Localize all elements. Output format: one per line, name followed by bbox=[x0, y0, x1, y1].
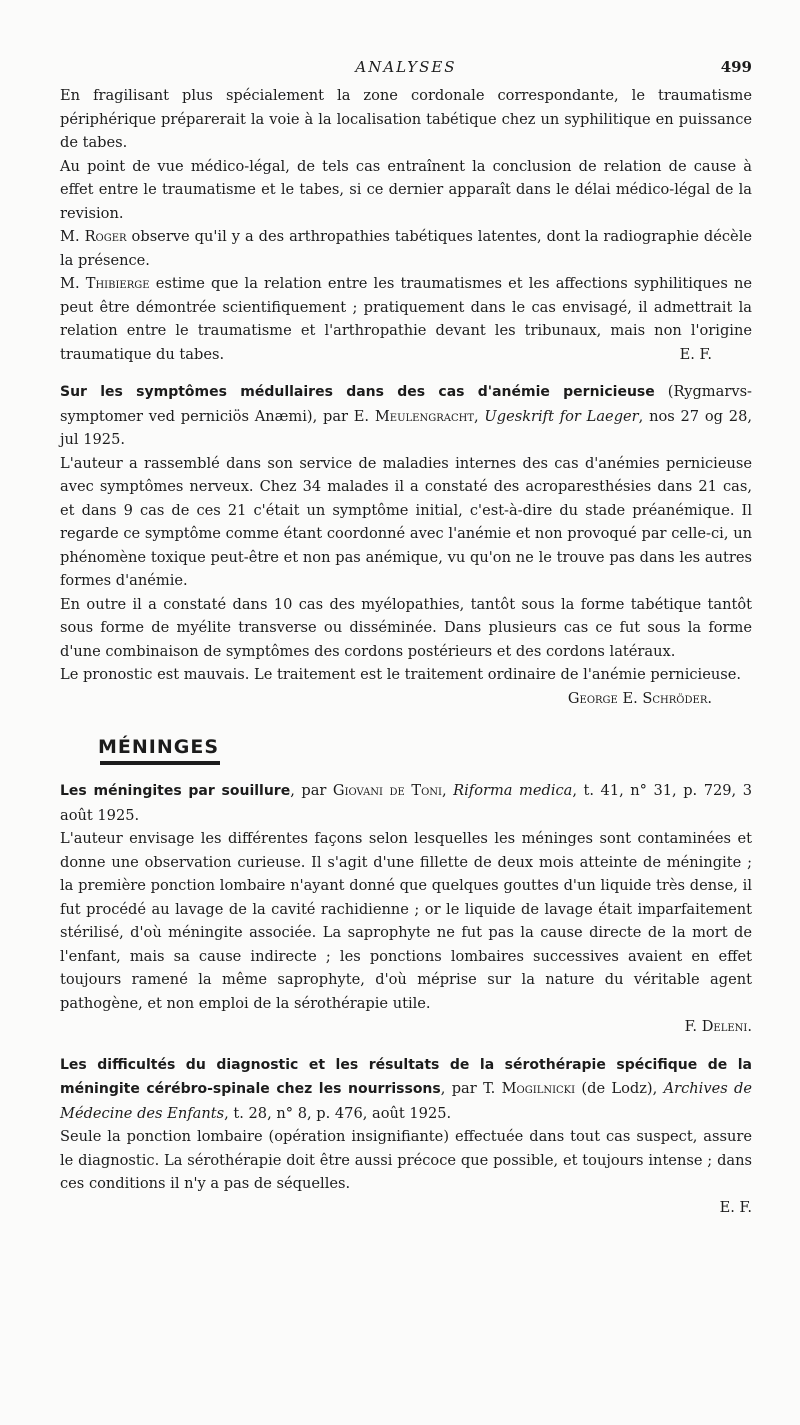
continued-article bbox=[60, 84, 752, 366]
paragraph-text: Le pronostic est mauvais. Le traitement est le traitement ordinaire de l'anémie pernicieuse. bbox=[60, 666, 742, 683]
page-number: 499 bbox=[720, 58, 752, 76]
article-author: E. Meulengracht bbox=[353, 407, 474, 425]
article-author: T. Mogilnicki bbox=[483, 1080, 576, 1097]
section-title: MÉNINGES bbox=[98, 736, 220, 758]
paragraph: En outre il a constaté dans 10 cas des myélopathies, tantôt sous la forme tabétique tantôt sous forme de myélite transverse ou disséminée. Dans plusieurs cas ce fut sous la forme d'une combinaison de symptômes des cordons postérieurs et des cordons latéraux. bbox=[60, 595, 752, 660]
article-title: Les difficultés du diagnostic et les résultats de la sérothérapie spécifique de la méningite cérébro-spinale chez les nourrissons bbox=[60, 1056, 752, 1097]
article-subtitle: (Rygmarvs-symptomer ved perniciös Anæmi), par bbox=[60, 383, 752, 425]
paragraph bbox=[60, 225, 752, 272]
paragraph: L'auteur a rassemblé dans son service de maladies internes des cas d'anémies pernicieuse avec symptômes nerveux. Chez 34 malades il a constaté des acroparesthésies dans 21 cas, et dans 9 cas de ces 21 c'était un symptôme initial, c'est-à-dire du stade préanémique. Il regarde ce symptôme comme étant coordonné avec l'anémie et non provoqué par celle-ci, un phénomène toxique peut-être et non pas anémique, vu qu'on ne le trouve pas dans les autres formes d'anémie. bbox=[60, 454, 752, 589]
article-nourrissons bbox=[60, 1053, 752, 1220]
speaker-name: M. Thibierge bbox=[60, 275, 150, 292]
article-author: Giovani de Toni bbox=[332, 782, 442, 799]
paragraph: Seule la ponction lombaire (opération insignifiante) effectuée dans tout cas suspect, assure le diagnostic. La sérothérapie doit être aussi précoce que possible, et toujours intense ; dans ces conditions il n'y a pas de séquelles. bbox=[60, 1128, 752, 1192]
paragraph: L'auteur envisage les différentes façons selon lesquelles les méninges sont contaminées et donne une observation curieuse. Il s'agit d'une fillette de deux mois atteinte de méningite ; la première ponction lombaire n'ayant donné que quelques gouttes d'un liquide très dense, il fut procédé au lavage de la cavité rachidienne ; or le liquide de lavage était imparfaitement stérilisé, d'où méningite associée. La saprophyte ne fut pas la cause directe de la mort de l'enfant, mais sa cause indirecte ; les ponctions lombaires successives avaient en effet toujours ramené la même saprophyte, d'où méprise sur la nature du véritable agent pathogène, et non emploi de la sérothérapie utile. bbox=[60, 830, 752, 1012]
article-title: Sur les symptômes médullaires dans des cas d'anémie pernicieuse bbox=[60, 384, 655, 400]
article-title: Les méningites par souillure bbox=[60, 783, 291, 799]
article-heading: Sur les symptômes médullaires dans des cas d'anémie pernicieuse (Rygmarvs-symptomer ved perniciös Anæmi), par E. Meulengracht, Ugeskrift for Laeger, nos 27 og 28, jul 1925. bbox=[60, 383, 752, 448]
section-underline bbox=[100, 761, 220, 765]
article-anemie bbox=[60, 380, 752, 710]
author-signature: F. Deleni. bbox=[684, 1018, 752, 1035]
journal-name: Riforma medica bbox=[453, 782, 573, 799]
reference: , t. 41, n° 31, p. 729, 3 août 1925. bbox=[60, 782, 752, 824]
author-signature: E. F. bbox=[719, 1198, 752, 1216]
reference: , nos 27 og 28, jul 1925. bbox=[60, 407, 752, 448]
paragraph-text: observe qu'il y a des arthropathies tabétiques latentes, dont la radiographie décèle la présence. bbox=[60, 228, 752, 269]
paragraph: Au point de vue médico-légal, de tels cas entraînent la conclusion de relation de cause à effet entre le traumatisme et le tabes, si ce dernier apparaît dans le délai médico-légal de la revision. bbox=[60, 157, 752, 222]
paragraph bbox=[60, 272, 752, 366]
paragraph-text: estime que la relation entre les traumatismes et les affections syphilitiques ne peut être démontrée scientifiquement ; pratiquement dans le cas envisagé, il admettrait la relation entre le traumatisme et l'arthropathie devant les tribunaux, mais non l'origine traumatique du tabes. bbox=[60, 275, 752, 363]
author-signature: E. F. bbox=[679, 345, 712, 363]
paragraph: En fragilisant plus spécialement la zone cordonale correspondante, le traumatisme périphérique préparerait la voie à la localisation tabétique chez un syphilitique en puissance de tabes. bbox=[60, 87, 752, 151]
journal-page bbox=[60, 58, 752, 1219]
journal-name: Ugeskrift for Laeger bbox=[484, 407, 639, 425]
reference: , t. 28, n° 8, p. 476, août 1925. bbox=[224, 1104, 452, 1122]
author-signature: George E. Schröder. bbox=[567, 689, 712, 707]
article-heading: Les difficultés du diagnostic et les résultats de la sérothérapie spécifique de la méningite cérébro-spinale chez les nourrissons, par T. Mogilnicki (de Lodz), Archives de Médecine des Enfants, t. 28, n° 8, p. 476, août 1925. bbox=[60, 1056, 753, 1122]
running-title: ANALYSES bbox=[355, 58, 457, 76]
paragraph bbox=[60, 663, 752, 707]
article-heading: Les méningites par souillure, par Giovani de Toni, Riforma medica, t. 41, n° 31, p. 729, 3 août 1925. bbox=[60, 782, 752, 824]
article-meningites bbox=[60, 779, 752, 1039]
journal-name: Archives de Médecine des Enfants bbox=[60, 1080, 753, 1122]
speaker-name: M. Roger bbox=[60, 228, 127, 245]
running-head bbox=[60, 58, 752, 84]
